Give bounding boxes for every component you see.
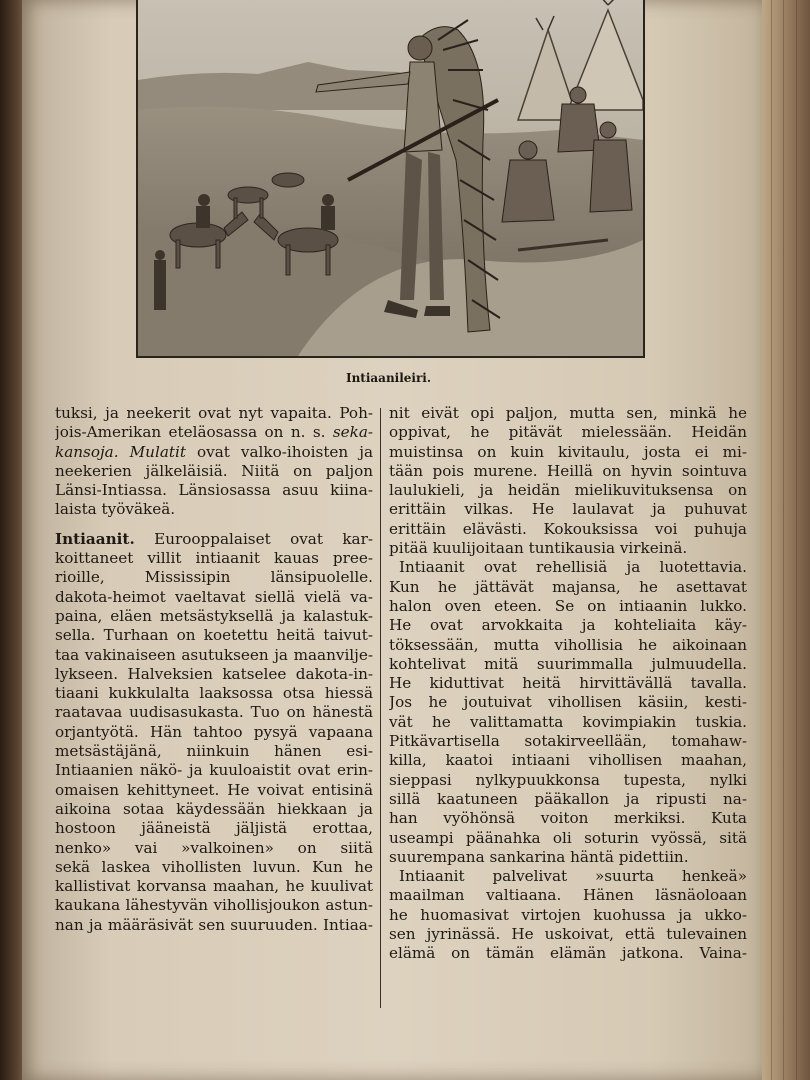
text-line: orjantyötä. Hän tahtoo pysyä vapaana: [55, 722, 373, 741]
text-line: lykseen. Halveksien katselee dakota-in-: [55, 664, 373, 683]
text-line: pitää kuulijoitaan tuntikausia virkeinä.: [389, 539, 688, 558]
text-line: aikoina sotaa käydessään hiekkaan ja: [55, 799, 373, 818]
text-line: tään pois murene. Heillä on hyvin sointuva: [389, 461, 747, 480]
text-line: halon oven eteen. Se on intiaanin lukko.: [389, 596, 747, 615]
text-line: Intiaanit palvelivat »suurta henkeä»: [399, 867, 747, 886]
text-line: rioille, Mississipin länsipuolelle.: [55, 568, 373, 587]
text-line: laista työväkeä.: [55, 500, 176, 519]
text-line: nit eivät opi paljon, mutta sen, minkä he: [389, 404, 747, 422]
text-line: taa vakinaiseen asutukseen ja maanvilje-: [55, 645, 373, 664]
right-column: [389, 404, 747, 964]
text-line: sillä kaatuneen pääkallon ja ripusti na-: [389, 789, 747, 808]
text-line: omaisen kehittyneet. He voivat entisinä: [55, 780, 373, 799]
text-line: muistinsa on kuin kivitaulu, josta ei mi-: [389, 442, 747, 461]
text-line: koittaneet villit intiaanit kauas pree-: [55, 549, 373, 568]
text-line: elämä on tämän elämän jatkona. Vaina-: [389, 944, 747, 963]
text-line: Intiaanien näkö- ja kuuloaistit ovat erin-: [55, 761, 373, 780]
text-line: hostoon jääneistä jäljistä erottaa,: [55, 819, 373, 838]
text-line: paina, eläen metsästyksellä ja kalastuk-: [55, 606, 373, 625]
text-line: sekä laskea vihollisten luvun. Kun he: [55, 857, 373, 876]
text-line: useampi päänahka oli soturin vyössä, sitä: [389, 828, 747, 847]
text-line: raatavaa uudisasukasta. Tuo on hänestä: [55, 703, 373, 722]
text-line: oppivat, he pitävät mielessään. Heidän: [389, 423, 747, 442]
text-line: kallistivat korvansa maahan, he kuulivat: [55, 877, 373, 896]
text-line: kansoja. Mulatit ovat valko-ihoisten ja: [55, 442, 373, 461]
text-line: he huomasivat virtojen kuohussa ja ukko-: [389, 905, 747, 924]
text-line: tuksi, ja neekerit ovat nyt vapaita. Poh-: [55, 404, 373, 422]
text-line: sieppasi nylkypuukkonsa tupesta, nylki: [389, 770, 747, 789]
text-line: nenko» vai »valkoinen» on siitä: [55, 838, 373, 857]
text-line: Länsi-Intiassa. Länsiosassa asuu kiina-: [55, 481, 373, 500]
text-line: maailman valtiaana. Hänen läsnäoloaan: [389, 886, 747, 905]
text-line: han vyöhönsä voiton merkiksi. Kuta: [389, 809, 747, 828]
text-line: erittäin vilkas. He laulavat ja puhuvat: [389, 500, 747, 519]
text-line: metsästäjänä, niinkuin hänen esi-: [55, 742, 373, 761]
text-line: Pitkävartisella sotakirveellään, tomahaw-: [389, 732, 747, 751]
text-line: jois-Amerikan eteläosassa on n. s. seka-: [55, 423, 373, 442]
text-line: kaukana lähestyvän vihollisjoukon astun-: [55, 896, 373, 915]
text-line: He ovat arvokkaita ja kohteliaita käy-: [389, 616, 747, 635]
section-first-line: Intiaanit. Eurooppalaiset ovat kar-: [55, 529, 373, 548]
text-line: Intiaanit ovat rehellisiä ja luotettavia.: [399, 558, 747, 577]
column-divider: [380, 408, 381, 1008]
left-column: [55, 404, 373, 935]
text-line: Jos he joutuivat vihollisen käsiin, kesti-: [389, 693, 747, 712]
text-line: kohtelivat mitä suurimmalla julmuudella.: [389, 654, 747, 673]
text-line: Kun he jättävät majansa, he asettavat: [389, 577, 747, 596]
indian-camp-illustration: [136, 0, 645, 358]
text-line: tiaani kukkulalta laaksossa otsa hiessä: [55, 684, 373, 703]
text-line: sella. Turhaan on koetettu heitä taivut-: [55, 626, 373, 645]
text-line: He kiduttivat heitä hirvittävällä tavalla.: [389, 674, 747, 693]
text-line: dakota-heimot vaeltavat siellä vielä va-: [55, 587, 373, 606]
text-line: suurempana sankarina häntä pidettiin.: [389, 847, 689, 866]
text-line: vät he valittamatta kovimpiakin tuskia.: [389, 712, 747, 731]
text-line: nan ja määräsivät sen suuruuden. Intiaa-: [55, 915, 373, 934]
figure-caption: Intiaanileiri.: [345, 371, 432, 385]
text-line: neekerien jälkeläisiä. Niitä on paljon: [55, 461, 373, 480]
text-line: sen jyrinässä. He uskoivat, että tulevainen: [389, 925, 747, 944]
section-heading: Intiaanit.: [55, 529, 135, 548]
text-line: töksessään, mutta vihollisia he aikoinaan: [389, 635, 747, 654]
text-line: killa, kaatoi intiaani vihollisen maahan,: [389, 751, 747, 770]
text-line: erittäin elävästi. Kokouksissa voi puhuja: [389, 519, 747, 538]
text-line: laulukieli, ja heidän mielikuvituksensa on: [389, 481, 747, 500]
